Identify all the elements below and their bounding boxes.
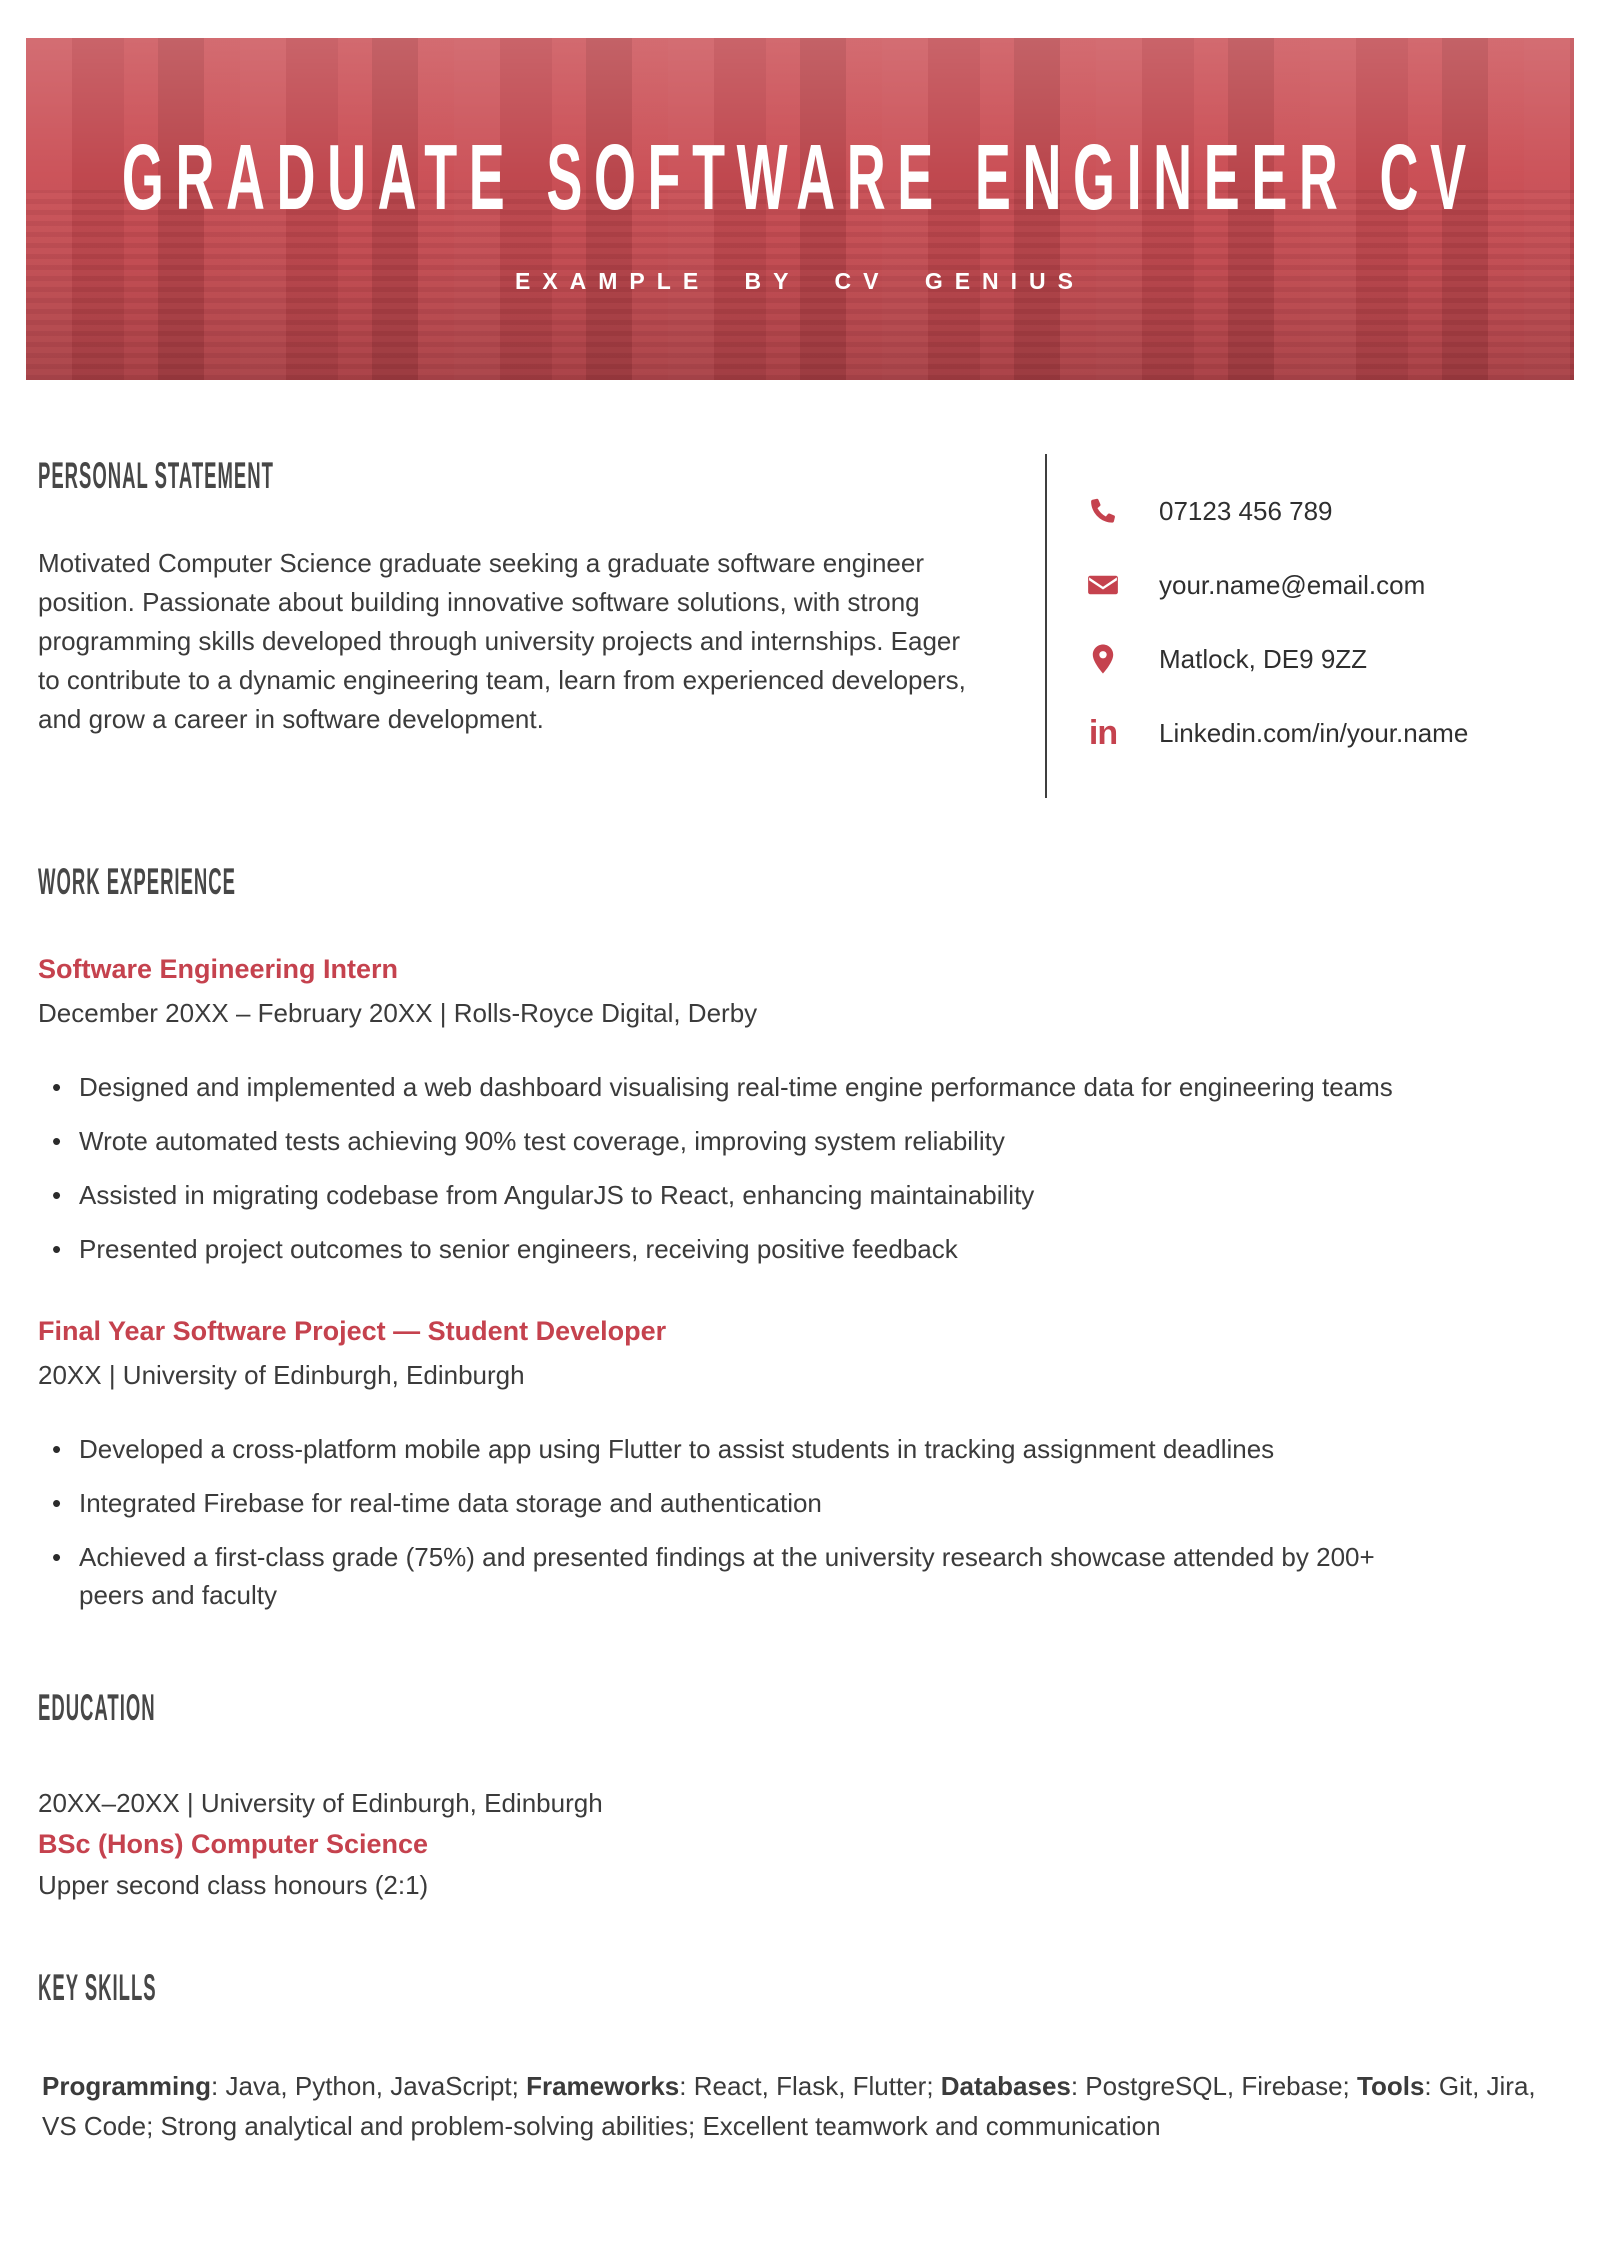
contact-row-location xyxy=(1085,622,1552,696)
phone-number: 07123 456 789 xyxy=(1159,495,1333,526)
job-entry-intern xyxy=(38,952,1552,1268)
key-skills-text xyxy=(38,2066,1546,2146)
job-meta: 20XX | University of Edinburgh, Edinburgh xyxy=(38,1360,525,1390)
job-bullet: • Achieved a first-class grade (75%) and presented findings at the university research showcase attended by 200+ peers and faculty xyxy=(38,1538,1418,1614)
job-title: Final Year Software Project — Student Developer xyxy=(38,1316,667,1346)
key-skills-section xyxy=(38,1966,1552,2146)
header-banner xyxy=(26,38,1574,380)
page-subtitle: EXAMPLE BY CV GENIUS xyxy=(514,268,1086,295)
skill-values: : Java, Python, JavaScript; xyxy=(211,2071,527,2101)
education-section xyxy=(38,1686,1552,1906)
job-bullet: • Assisted in migrating codebase from AngularJS to React, enhancing maintainability xyxy=(38,1176,1418,1214)
linkedin-url[interactable]: Linkedin.com/in/your.name xyxy=(1159,717,1469,748)
phone-icon xyxy=(1085,493,1121,529)
linkedin-icon: in xyxy=(1088,714,1118,752)
job-title: Software Engineering Intern xyxy=(38,954,399,984)
job-entry-final-year-project xyxy=(38,1314,1552,1614)
skill-label: Databases xyxy=(940,2071,1071,2101)
skill-label: Frameworks xyxy=(526,2071,680,2101)
contact-row-linkedin xyxy=(1085,696,1552,770)
email-icon xyxy=(1085,567,1121,603)
skill-values: : Git, Jira, VS Code; Strong analytical and problem-solving abilities; Excellent teamwork and communication xyxy=(42,2071,1536,2141)
job-bullet: • Designed and implemented a web dashboard visualising real-time engine performance data for engineering teams xyxy=(38,1068,1418,1106)
work-experience-section xyxy=(38,860,1552,1614)
job-bullet: • Presented project outcomes to senior engineers, receiving positive feedback xyxy=(38,1230,1418,1268)
personal-statement-column xyxy=(38,454,1045,798)
personal-statement-section xyxy=(38,454,1552,798)
skill-values: : React, Flask, Flutter; xyxy=(679,2071,941,2101)
personal-statement-heading: PERSONAL STATEMENT xyxy=(38,455,274,496)
key-skills-heading: KEY SKILLS xyxy=(38,1967,157,2008)
work-experience-heading: WORK EXPERIENCE xyxy=(38,861,236,902)
education-grade: Upper second class honours (2:1) xyxy=(38,1870,429,1900)
job-bullet: • Integrated Firebase for real-time data storage and authentication xyxy=(38,1484,1418,1522)
job-bullet: • Wrote automated tests achieving 90% test coverage, improving system reliability xyxy=(38,1122,1418,1160)
contact-info xyxy=(1045,454,1552,798)
education-degree: BSc (Hons) Computer Science xyxy=(38,1829,429,1859)
contact-row-email xyxy=(1085,548,1552,622)
personal-statement-text: Motivated Computer Science graduate seeking a graduate software engineer position. Passionate about building innovative software solutions, with strong programming skills developed through university projects and internships. Eager to contribute to a dynamic engineering team, learn from experienced developers, and grow a career in software development. xyxy=(38,548,966,734)
education-heading: EDUCATION xyxy=(38,1687,156,1728)
page-title: GRADUATE SOFTWARE ENGINEER CV xyxy=(122,124,1478,229)
skill-label: Programming xyxy=(42,2071,212,2101)
job-meta: December 20XX – February 20XX | Rolls-Royce Digital, Derby xyxy=(38,998,758,1028)
location-icon xyxy=(1085,641,1121,677)
education-entry xyxy=(38,1782,1552,1906)
job-bullet: • Developed a cross-platform mobile app using Flutter to assist students in tracking assignment deadlines xyxy=(38,1430,1418,1468)
location-text: Matlock, DE9 9ZZ xyxy=(1159,643,1368,674)
education-meta: 20XX–20XX | University of Edinburgh, Edinburgh xyxy=(38,1788,603,1818)
email-address[interactable]: your.name@email.com xyxy=(1159,569,1426,600)
job-bullet-list xyxy=(38,1068,1552,1268)
skill-label: Tools xyxy=(1357,2071,1425,2101)
cv-body xyxy=(0,454,1600,2146)
skill-values: : PostgreSQL, Firebase; xyxy=(1070,2071,1357,2101)
job-bullet-list xyxy=(38,1430,1552,1614)
contact-row-phone xyxy=(1085,474,1552,548)
